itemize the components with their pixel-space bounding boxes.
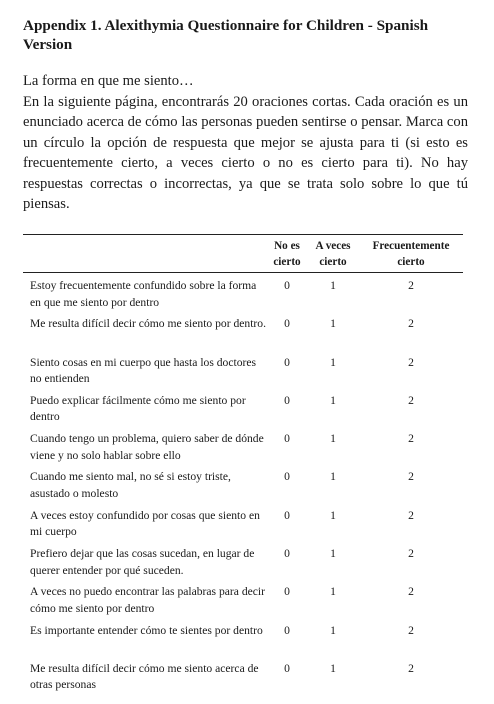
option-sometimes[interactable]: 1 bbox=[330, 661, 336, 675]
option-often[interactable]: 2 bbox=[408, 393, 414, 407]
option-sometimes[interactable]: 1 bbox=[330, 470, 336, 484]
document-page bbox=[23, 16, 468, 215]
table-row bbox=[23, 623, 463, 661]
question-text: Puedo explicar fácilmente cómo me siento por dentro bbox=[30, 393, 246, 424]
option-often[interactable]: 2 bbox=[408, 317, 414, 331]
question-text: Me resulta difícil decir cómo me siento por dentro. bbox=[30, 317, 266, 331]
option-no[interactable]: 0 bbox=[284, 355, 290, 369]
option-no[interactable]: 0 bbox=[284, 470, 290, 484]
option-sometimes[interactable]: 1 bbox=[330, 547, 336, 561]
option-no[interactable]: 0 bbox=[284, 393, 290, 407]
table-row bbox=[23, 278, 463, 316]
option-often[interactable]: 2 bbox=[408, 661, 414, 675]
header-a-veces-cierto: A veces cierto bbox=[315, 240, 351, 268]
question-text: Cuando tengo un problema, quiero saber de dónde viene y no solo hablar sobre ello bbox=[30, 432, 264, 462]
question-text: A veces no puedo encontrar las palabras para decir cómo me siento por dentro bbox=[30, 585, 265, 615]
option-often[interactable]: 2 bbox=[408, 279, 414, 292]
question-text: Siento cosas en mi cuerpo que hasta los doctores no entienden bbox=[30, 355, 257, 386]
question-text: Estoy frecuentemente confundido sobre la forma en que me siento por dentro bbox=[30, 279, 257, 309]
question-text: Cuando me siento mal, no sé si estoy triste, asustado o molesto bbox=[30, 470, 231, 500]
option-often[interactable]: 2 bbox=[408, 585, 414, 599]
table-row bbox=[23, 355, 463, 393]
table-row bbox=[23, 393, 463, 431]
header-question bbox=[23, 235, 267, 272]
instructions-paragraph: En la siguiente página, encontrarás 20 oraciones cortas. Cada oración es un enunciado acerca de cómo las personas pueden sentirse o pensar. Marca con un círculo la opción de respuesta que mejor se ajusta para ti (si esto es frecuentemente cierto, a veces cierto o no es cierto para ti). No hay respuestas correctas o incorrectas, ya que se trata solo sobre lo que tú piensas. bbox=[23, 93, 468, 212]
option-often[interactable]: 2 bbox=[408, 508, 414, 522]
option-sometimes[interactable]: 1 bbox=[330, 279, 336, 292]
option-sometimes[interactable]: 1 bbox=[330, 432, 336, 446]
option-sometimes[interactable]: 1 bbox=[330, 317, 336, 331]
option-often[interactable]: 2 bbox=[408, 547, 414, 561]
table-body bbox=[23, 278, 463, 699]
questionnaire-table bbox=[23, 234, 463, 699]
header-frecuentemente-cierto: Frecuentemente cierto bbox=[372, 240, 450, 268]
option-no[interactable]: 0 bbox=[284, 547, 290, 561]
document-title: Appendix 1. Alexithymia Questionnaire for Children - Spanish Version bbox=[23, 17, 429, 53]
option-no[interactable]: 0 bbox=[284, 661, 290, 675]
option-sometimes[interactable]: 1 bbox=[330, 393, 336, 407]
option-often[interactable]: 2 bbox=[408, 432, 414, 446]
table-header bbox=[23, 235, 463, 273]
option-no[interactable]: 0 bbox=[284, 508, 290, 522]
question-text: Es importante entender cómo te sientes por dentro bbox=[30, 623, 263, 637]
option-sometimes[interactable]: 1 bbox=[330, 508, 336, 522]
instructions bbox=[23, 71, 468, 215]
table-row bbox=[23, 546, 463, 584]
table-row bbox=[23, 431, 463, 469]
table-row bbox=[23, 584, 463, 622]
header-no-es-cierto: No es cierto bbox=[273, 240, 301, 268]
option-often[interactable]: 2 bbox=[408, 355, 414, 369]
option-no[interactable]: 0 bbox=[284, 279, 290, 292]
option-sometimes[interactable]: 1 bbox=[330, 623, 336, 637]
option-no[interactable]: 0 bbox=[284, 623, 290, 637]
question-text: Prefiero dejar que las cosas sucedan, en lugar de querer entender por qué suceden. bbox=[30, 547, 255, 577]
option-no[interactable]: 0 bbox=[284, 585, 290, 599]
table-row bbox=[23, 661, 463, 699]
table-row bbox=[23, 508, 463, 546]
question-text: A veces estoy confundido por cosas que siento en mi cuerpo bbox=[30, 508, 260, 539]
instructions-heading: La forma en que me siento… bbox=[23, 73, 194, 89]
table-row bbox=[23, 316, 463, 354]
option-no[interactable]: 0 bbox=[284, 432, 290, 446]
option-often[interactable]: 2 bbox=[408, 470, 414, 484]
option-no[interactable]: 0 bbox=[284, 317, 290, 331]
option-sometimes[interactable]: 1 bbox=[330, 585, 336, 599]
option-often[interactable]: 2 bbox=[408, 623, 414, 637]
option-sometimes[interactable]: 1 bbox=[330, 355, 336, 369]
table-row bbox=[23, 469, 463, 507]
question-text: Me resulta difícil decir cómo me siento acerca de otras personas bbox=[30, 661, 259, 692]
